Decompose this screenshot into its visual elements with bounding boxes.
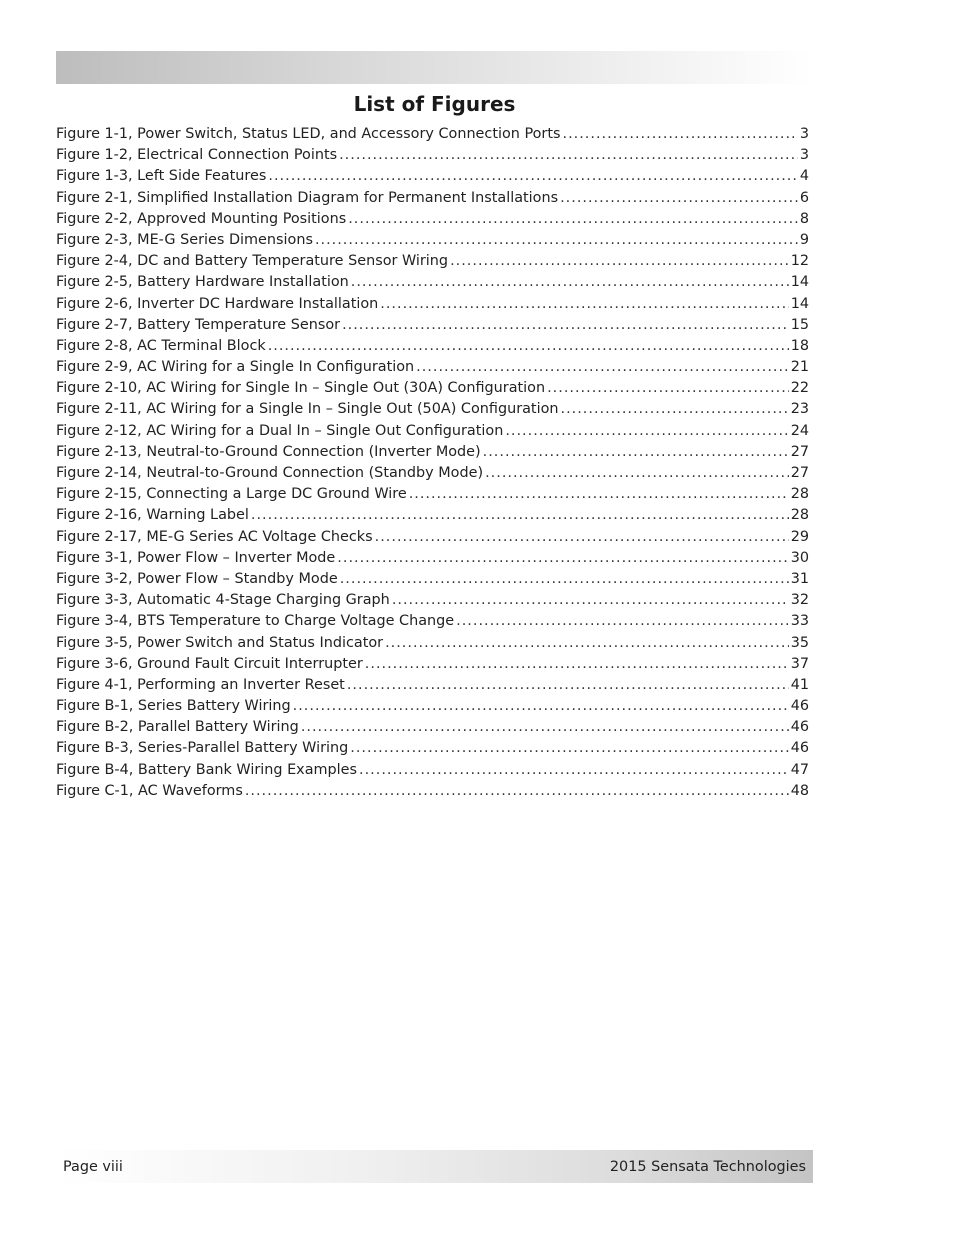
figure-entry-title: Figure 3-4, BTS Temperature to Charge Voltage Change <box>56 613 455 630</box>
figure-entry[interactable] <box>56 357 809 378</box>
figure-entry-page: 12 <box>790 253 809 270</box>
figure-entry-page: 3 <box>799 147 809 164</box>
dot-leader <box>380 294 788 315</box>
figure-entry-title: Figure 2-2, Approved Mounting Positions <box>56 210 347 227</box>
dot-leader <box>268 166 797 187</box>
figure-entry-page: 27 <box>790 443 809 460</box>
figure-entry[interactable] <box>56 548 809 569</box>
dot-leader <box>450 251 789 272</box>
figure-entry-page: 46 <box>790 740 809 757</box>
figure-entry[interactable] <box>56 336 809 357</box>
figure-entry[interactable] <box>56 654 809 675</box>
figure-entry-title: Figure 2-1, Simplified Installation Diagram for Permanent Installations <box>56 189 559 206</box>
dot-leader <box>385 633 789 654</box>
figure-entry-page: 22 <box>790 380 809 397</box>
figure-entry-page: 3 <box>799 126 809 142</box>
figure-entry[interactable] <box>56 781 809 802</box>
figure-entry-title: Figure 1-1, Power Switch, Status LED, and Accessory Connection Ports <box>56 126 561 142</box>
figure-entry-page: 32 <box>790 592 809 609</box>
page-title: List of Figures <box>353 92 516 116</box>
figure-entry-page: 33 <box>790 613 809 630</box>
figure-entry-page: 27 <box>790 465 809 481</box>
page-number: Page viii <box>63 1158 123 1175</box>
figure-entry[interactable] <box>56 230 809 251</box>
dot-leader <box>342 315 789 336</box>
figure-entry[interactable] <box>56 505 809 526</box>
figure-entry-page: 41 <box>790 676 809 693</box>
figure-entry[interactable] <box>56 717 809 738</box>
dot-leader <box>251 505 789 526</box>
figure-entry-title: Figure 4-1, Performing an Inverter Reset <box>56 676 345 693</box>
figure-entry-page: 15 <box>790 316 809 333</box>
figure-entry[interactable] <box>56 463 809 484</box>
dot-leader <box>359 760 789 781</box>
dot-leader <box>337 548 788 569</box>
figure-entry-page: 30 <box>790 549 809 566</box>
figure-entry-title: Figure B-3, Series-Parallel Battery Wiring <box>56 740 349 757</box>
figure-entry-title: Figure B-1, Series Battery Wiring <box>56 698 291 715</box>
figure-entry-page: 46 <box>790 719 809 736</box>
figure-entry[interactable] <box>56 251 809 272</box>
figure-entry-page: 6 <box>799 189 809 206</box>
figure-entry-title: Figure 3-6, Ground Fault Circuit Interrupter <box>56 655 363 672</box>
figure-entry[interactable] <box>56 633 809 654</box>
figure-entry-page: 4 <box>799 168 809 185</box>
dot-leader <box>505 421 788 442</box>
figure-entry-title: Figure 2-10, AC Wiring for Single In – Single Out (30A) Configuration <box>56 380 546 397</box>
figure-entry[interactable] <box>56 272 809 293</box>
figure-entry-title: Figure 2-11, AC Wiring for a Single In – Single Out (50A) Configuration <box>56 401 559 418</box>
figure-entry[interactable] <box>56 124 809 145</box>
figure-entry-title: Figure 2-5, Battery Hardware Installation <box>56 274 349 291</box>
figure-entry-page: 23 <box>790 401 809 418</box>
figure-entry-page: 28 <box>790 486 809 503</box>
figure-entry[interactable] <box>56 484 809 505</box>
figure-entry[interactable] <box>56 442 809 463</box>
dot-leader <box>483 442 789 463</box>
figure-entry[interactable] <box>56 738 809 759</box>
figure-entry[interactable] <box>56 294 809 315</box>
figure-entry-page: 35 <box>790 634 809 651</box>
figure-entry[interactable] <box>56 611 809 632</box>
figure-entry-page: 37 <box>790 655 809 672</box>
figure-entry-title: Figure 3-3, Automatic 4-Stage Charging Graph <box>56 592 390 609</box>
figure-entry-title: Figure 2-7, Battery Temperature Sensor <box>56 316 341 333</box>
dot-leader <box>347 675 789 696</box>
figure-entry-page: 18 <box>790 337 809 354</box>
dot-leader <box>560 188 798 209</box>
figure-entry-page: 28 <box>790 507 809 524</box>
dot-leader <box>340 569 789 590</box>
dot-leader <box>293 696 789 717</box>
footer-bar <box>56 1150 813 1183</box>
figure-entry[interactable] <box>56 421 809 442</box>
dot-leader <box>409 484 789 505</box>
dot-leader <box>456 611 789 632</box>
figure-entry[interactable] <box>56 378 809 399</box>
figure-entry-title: Figure B-2, Parallel Battery Wiring <box>56 719 299 736</box>
figure-entry-page: 14 <box>790 295 809 312</box>
figure-list <box>56 124 809 802</box>
figure-entry-title: Figure 2-15, Connecting a Large DC Ground Wire <box>56 486 407 503</box>
dot-leader <box>350 738 788 759</box>
figure-entry-page: 24 <box>790 422 809 439</box>
figure-entry-page: 14 <box>790 274 809 291</box>
dot-leader <box>392 590 789 611</box>
figure-entry[interactable] <box>56 760 809 781</box>
figure-entry-title: Figure 2-13, Neutral-to-Ground Connection (Inverter Mode) <box>56 443 481 460</box>
dot-leader <box>561 399 789 420</box>
figure-entry-title: Figure 3-1, Power Flow – Inverter Mode <box>56 549 336 566</box>
figure-entry[interactable] <box>56 188 809 209</box>
dot-leader <box>351 272 789 293</box>
copyright-text: 2015 Sensata Technologies <box>609 1158 806 1175</box>
figure-entry[interactable] <box>56 209 809 230</box>
figure-entry-title: Figure 2-3, ME-G Series Dimensions <box>56 231 313 248</box>
figure-entry-page: 9 <box>799 231 809 248</box>
dot-leader <box>416 357 789 378</box>
figure-entry-title: Figure 2-8, AC Terminal Block <box>56 337 266 354</box>
figure-entry-title: Figure 2-6, Inverter DC Hardware Installation <box>56 295 379 312</box>
figure-entry-title: Figure B-4, Battery Bank Wiring Examples <box>56 761 358 778</box>
figure-entry-page: 48 <box>790 782 809 799</box>
figure-entry-title: Figure 3-5, Power Switch and Status Indicator <box>56 634 384 651</box>
dot-leader <box>365 654 789 675</box>
dot-leader <box>315 230 798 251</box>
dot-leader <box>245 781 789 802</box>
figure-entry[interactable] <box>56 590 809 611</box>
figure-entry[interactable] <box>56 145 809 166</box>
figure-entry-title: Figure C-1, AC Waveforms <box>56 782 243 799</box>
dot-leader <box>339 145 798 166</box>
figure-entry-page: 46 <box>790 698 809 715</box>
figure-entry[interactable] <box>56 399 809 420</box>
figure-entry[interactable] <box>56 696 809 717</box>
figure-entry-title: Figure 1-3, Left Side Features <box>56 168 267 185</box>
figure-entry-title: Figure 2-4, DC and Battery Temperature Sensor Wiring <box>56 253 449 270</box>
figure-entry-title: Figure 3-2, Power Flow – Standby Mode <box>56 570 338 587</box>
dot-leader <box>375 527 789 548</box>
figure-entry-page: 21 <box>790 359 809 376</box>
figure-entry[interactable] <box>56 166 809 187</box>
figure-entry-title: Figure 2-16, Warning Label <box>56 507 249 524</box>
figure-entry-title: Figure 2-14, Neutral-to-Ground Connection (Standby Mode) <box>56 465 484 481</box>
dot-leader <box>547 378 789 399</box>
figure-entry-page: 47 <box>790 761 809 778</box>
dot-leader <box>268 336 789 357</box>
header-bar <box>56 51 813 84</box>
figure-entry-title: Figure 2-12, AC Wiring for a Dual In – Single Out Configuration <box>56 422 504 439</box>
figure-entry-page: 31 <box>790 570 809 587</box>
figure-entry-title: Figure 1-2, Electrical Connection Points <box>56 147 338 164</box>
figure-entry-title: Figure 2-9, AC Wiring for a Single In Configuration <box>56 359 415 376</box>
figure-entry[interactable] <box>56 675 809 696</box>
dot-leader <box>563 124 798 145</box>
figure-entry-title: Figure 2-17, ME-G Series AC Voltage Checks <box>56 528 373 545</box>
figure-entry-page: 29 <box>790 528 809 545</box>
dot-leader <box>485 463 789 484</box>
dot-leader <box>348 209 798 230</box>
figure-entry[interactable] <box>56 315 809 336</box>
figure-entry[interactable] <box>56 569 809 590</box>
dot-leader <box>301 717 789 738</box>
figure-entry[interactable] <box>56 527 809 548</box>
figure-entry-page: 8 <box>799 210 809 227</box>
